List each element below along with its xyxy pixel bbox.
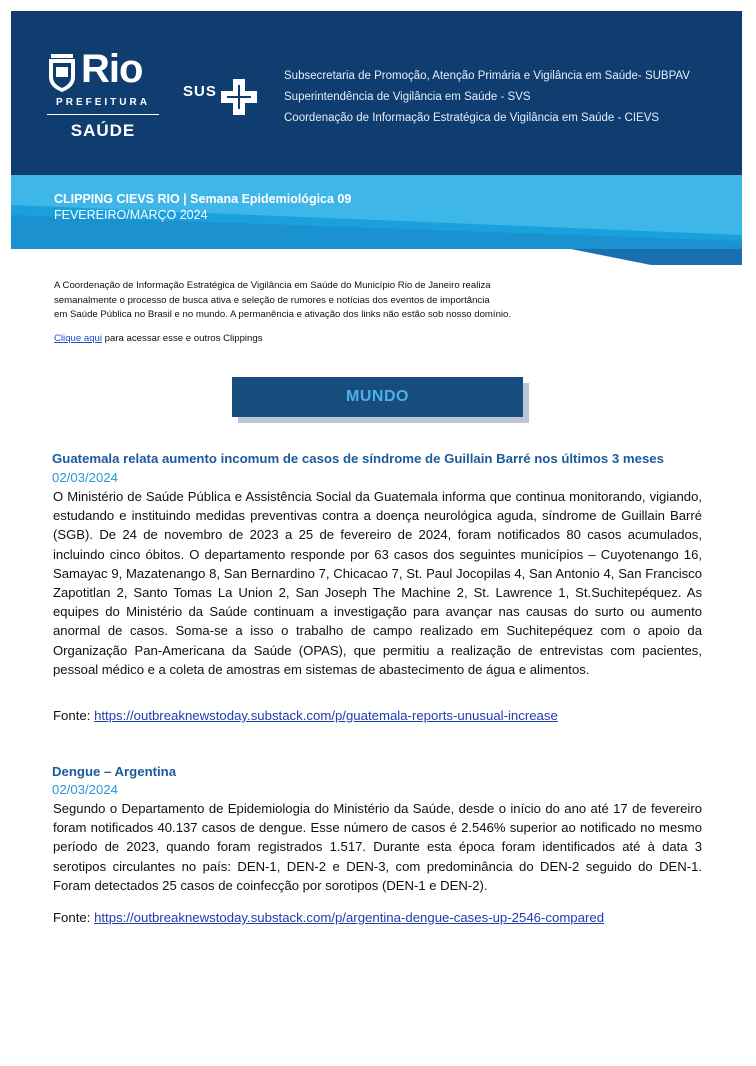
intro-line: em Saúde Pública no Brasil e no mundo. A permanência e ativação dos links não estão sob nosso domínio. xyxy=(54,309,512,321)
intro-line: A Coordenação de Informação Estratégica de Vigilância em Saúde do Município Rio de Janeiro realiza xyxy=(54,280,491,291)
city-crest-icon xyxy=(45,53,79,93)
intro-line: semanalmente o processo de busca ativa e seleção de rumores e notícias dos eventos de importância xyxy=(54,294,490,306)
header-banner xyxy=(11,11,742,175)
clipping-title: CLIPPING CIEVS RIO | Semana Epidemiológica 09 xyxy=(54,192,352,206)
header-organization-lines xyxy=(284,66,690,129)
section-header-mundo: MUNDO xyxy=(232,377,523,417)
source-label: Fonte: xyxy=(53,708,95,723)
header-line-cievs: Coordenação de Informação Estratégica de Vigilância em Saúde - CIEVS xyxy=(284,112,660,124)
clipping-band xyxy=(11,175,742,265)
clippings-link-line xyxy=(54,333,263,344)
sus-label: SUS xyxy=(183,83,217,100)
article-source xyxy=(53,708,558,723)
source-label: Fonte: xyxy=(53,910,95,925)
logo-rio-text: Rio xyxy=(81,47,143,91)
article-body: O Ministério de Saúde Pública e Assistência Social da Guatemala informa que continua monitorando, vigiando, estudando e instituindo medidas preventivas contra a doença neurológica aguda, síndrome de Guillain Barré (SGB). De 24 de novembro de 2023 a 25 de fevereiro de 2024, foram notificados 80 casos acumulados, incluindo cinco óbitos. O departamento responde por 63 casos dos seguintes municípios – Cuyotenango 16, Samayac 9, Mazatenango 8, San Bernardino 7, Chicacao 7, St. Paul Jocopilas 4, San Antonio 4, San Francisco Zapotitlan 2, Santo Tomas La Union 2, San Joseph The Machine 2, St. Lawrence 1, St.Suchitepéquez. As equipes do Ministério da Saúde continuam a investigação para avançar nas causas do surto ou aumento anormal de casos. Soma-se a isso o trabalho de campo realizado em Suchitepéquez com o apoio da Organização Pan-Americana da Saúde (OPAS), que permitiu a realização de entrevistas com pacientes, pessoal médico e a coleta de amostras em sistemas de abastecimento de água e alimentos. xyxy=(53,489,702,677)
article-date: 02/03/2024 xyxy=(52,470,119,485)
sus-cross-icon xyxy=(219,77,259,117)
intro-paragraph xyxy=(54,279,554,323)
source-link[interactable]: https://outbreaknewstoday.substack.com/p/guatemala-reports-unusual-increase xyxy=(94,708,558,723)
article-body: Segundo o Departamento de Epidemiologia do Ministério da Saúde, desde o início do ano até 17 de fevereiro foram notificados 40.137 casos de dengue. Esse número de casos é 2.546% superior ao notificado no mesmo período de 2023, quando foram registrados 1.517. Durante esta época foram identificados até à data 3 serotipos circulantes no país: DEN-1, DEN-2 e DEN-3, com predominância do DEN-2 seguido do DEN-1. Foram detectados 25 casos de coinfecção por sorotipos (DEN-1 e DEN-2). xyxy=(53,801,702,893)
article-title: Dengue – Argentina xyxy=(52,764,177,779)
band-text xyxy=(54,191,351,223)
logo-saude-text: SAÚDE xyxy=(70,121,136,140)
clippings-link-suffix: para acessar esse e outros Clippings xyxy=(102,333,263,344)
source-link[interactable]: https://outbreaknewstoday.substack.com/p/argentina-dengue-cases-up-2546-compared xyxy=(94,910,605,925)
clipping-period: FEVEREIRO/MARÇO 2024 xyxy=(54,208,208,222)
article-date: 02/03/2024 xyxy=(52,782,119,797)
logo-prefeitura-text: PREFEITURA xyxy=(47,97,159,115)
article-source xyxy=(53,910,604,925)
clique-aqui-link[interactable]: Clique aqui xyxy=(54,333,103,344)
header-line-subpav: Subsecretaria de Promoção, Atenção Primária e Vigilância em Saúde- SUBPAV xyxy=(284,70,690,82)
header-line-svs: Superintendência de Vigilância em Saúde - SVS xyxy=(284,91,531,103)
article-title: Guatemala relata aumento incomum de casos de síndrome de Guillain Barré nos últimos 3 meses xyxy=(52,451,664,466)
